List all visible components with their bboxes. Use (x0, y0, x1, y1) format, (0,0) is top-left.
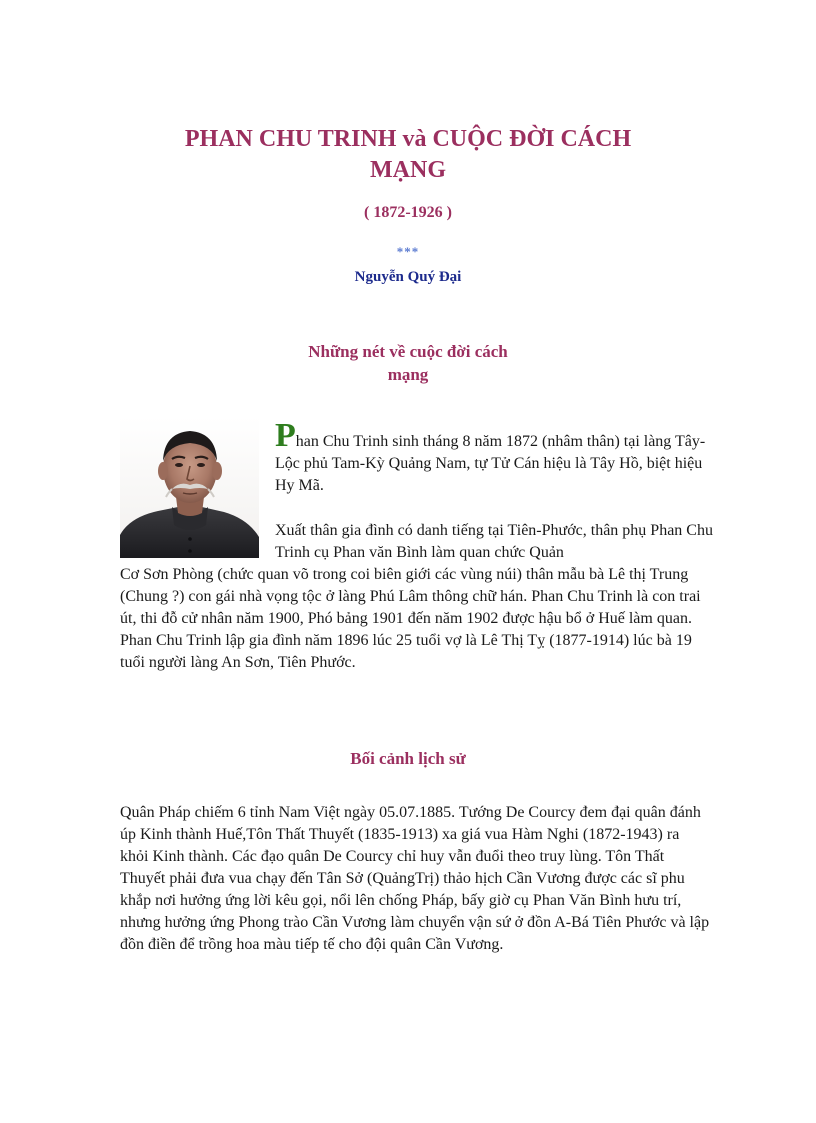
paragraph-family-continued: Cơ Sơn Phòng (chức quan võ trong coi biên giới các vùng núi) thân mẫu bà Lê thị Trung (Chung ?) con gái nhà vọng tộc ở làng Phú Lâm thông chữ hán. Phan Chu Trinh là con trai út, thi đỗ cử nhân năm 1900, Phó bảng 1901 đến năm 1902 được hậu bổ ở Huế làm quan. Phan Chu Trinh lập gia đình năm 1896 lúc 25 tuổi vợ là Lê Thị Tỵ (1877-1914) lúc bà 19 tuổi người làng An Sơn, Tiên Phước. (120, 566, 701, 671)
paragraph-birth-text: han Chu Trinh sinh tháng 8 năm 1872 (nhâm thân) tại làng Tây-Lộc phủ Tam-Kỳ Quảng Nam, tự Tử Cán hiệu là Tây Hồ, biệt hiệu Hy Mã. (275, 433, 706, 494)
section-heading-history: Bối cảnh lịch sử (350, 749, 466, 768)
section-heading-life (258, 340, 558, 386)
portrait-image (120, 417, 259, 558)
document-title: PHAN CHU TRINH và CUỘC ĐỜI CÁCH MẠNG (184, 126, 632, 183)
paragraph-family-start: Xuất thân gia đình có danh tiếng tại Tiên-Phước, thân phụ Phan Chu Trinh cụ Phan văn Bình làm quan chức Quản (275, 522, 713, 561)
drop-cap: P (275, 417, 296, 454)
document-dates: ( 1872-1926 ) (364, 204, 452, 221)
section-heading-line: mạng (387, 365, 429, 384)
section-heading-line: Những nét về cuộc đời cách (308, 342, 508, 361)
separator-stars: *** (396, 244, 420, 259)
author-name: Nguyễn Quý Đại (354, 269, 462, 285)
paragraph-history: Quân Pháp chiếm 6 tỉnh Nam Việt ngày 05.07.1885. Tướng De Courcy đem đại quân đánh úp Kinh thành Huế,Tôn Thất Thuyết (1835-1913) xa giá vua Hàm Nghi (1872-1943) ra khỏi Kinh thành. Các đạo quân De Courcy chỉ huy vẫn đuổi theo truy lùng. Tôn Thất Thuyết phải đưa vua chạy đến Tân Sở (QuảngTrị) thảo hịch Cần Vương được các sĩ phu khắp nơi hưởng ứng lời kêu gọi, nổi lên chống Pháp, bấy giờ cụ Phan Văn Bình hưu trí, nhưng hưởng ứng Phong trào Cần Vương làm chuyển vận sứ ở đồn A-Bá Tiên Phước và lập đồn điền để trồng hoa màu tiếp tế cho đội quân Cần Vương. (120, 804, 710, 953)
paragraph-birth (275, 417, 715, 497)
